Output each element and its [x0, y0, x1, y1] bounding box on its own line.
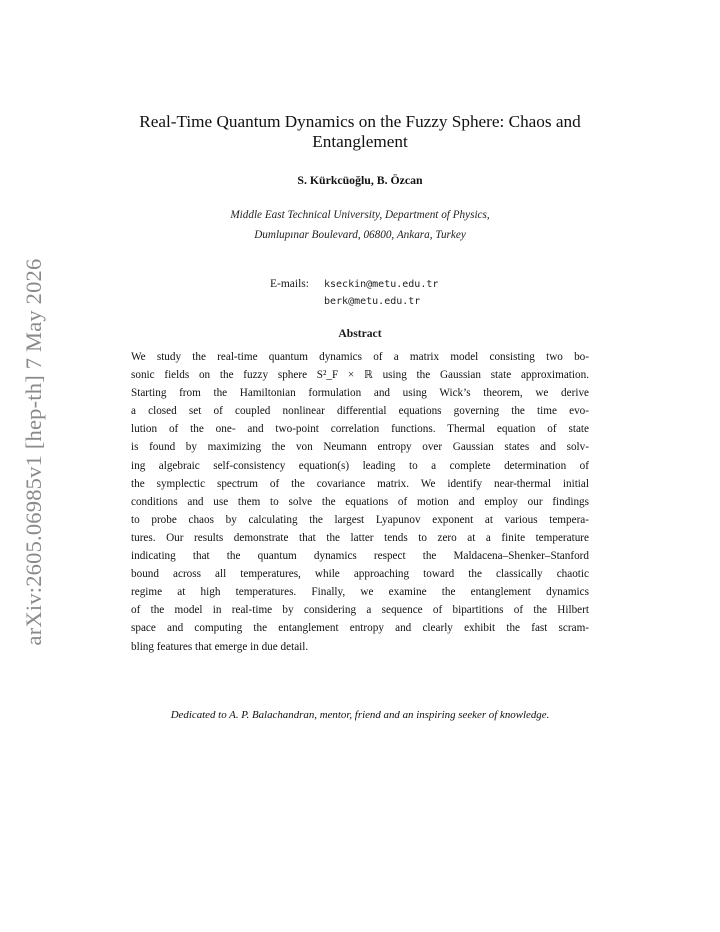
dedication: Dedicated to A. P. Balachandran, mentor, friend and an inspiring seeker of knowledge. [170, 709, 550, 721]
abstract-line: ing algebraic self-consistency equation(s) leading to a complete determination of [131, 459, 589, 472]
abstract-line: bling features that emerge in due detail. [131, 640, 309, 653]
abstract-line: sonic fields on the fuzzy sphere S²_F × ℝ using the Gaussian state approximation. [131, 369, 589, 382]
abstract-line: of the model in real-time by considering a sequence of bipartitions of the Hilbert [131, 604, 589, 617]
abstract-line: space and computing the entanglement entropy and clearly exhibit the fast scram- [131, 622, 589, 635]
abstract-line: lution of the one- and two-point correlation functions. Thermal equation of state [131, 423, 589, 436]
email-row-2 [270, 296, 530, 314]
abstract-line: Starting from the Hamiltonian formulation and using Wick’s theorem, we derive [131, 387, 589, 400]
abstract-line: We study the real-time quantum dynamics of a matrix model consisting two bo- [131, 351, 589, 363]
arxiv-identifier-text: arXiv:2605.06985v1 [hep-th] 7 May 2026 [21, 258, 46, 646]
abstract-line: a closed set of coupled nonlinear differential equations governing the time evo- [131, 405, 589, 418]
arxiv-identifier-stamp [12, 260, 56, 644]
contact-emails [270, 278, 530, 314]
paper-title: Real-Time Quantum Dynamics on the Fuzzy Sphere: Chaos and Entanglement [139, 112, 581, 151]
abstract-line: conditions and use them to solve the equations of motion and employ our findings [131, 495, 589, 508]
abstract-body [131, 348, 589, 656]
emails-label: E-mails: [270, 278, 309, 290]
abstract-line: tures. Our results demonstrate that the latter tends to zero at a finite temperature [131, 531, 589, 544]
abstract-line: regime at high temperatures. Finally, we examine the entanglement dynamics [131, 586, 589, 599]
email-row-1 [270, 278, 530, 296]
abstract-line: the symplectic spectrum of the covariance matrix. We identify near-thermal initial [131, 477, 589, 490]
paper-authors: S. Kürkcüoğlu, B. Özcan [297, 173, 423, 187]
abstract-heading: Abstract [338, 327, 382, 340]
abstract-line: is found by maximizing the von Neumann entropy over Gaussian states and solv- [131, 441, 589, 454]
author-affiliation [110, 205, 610, 245]
email-address[interactable]: kseckin@metu.edu.tr [324, 279, 439, 290]
abstract-line: to probe chaos by calculating the largest Lyapunov exponent at various tempera- [131, 513, 589, 526]
abstract-line: bound across all temperatures, while approaching toward the classically chaotic [131, 568, 589, 581]
email-address[interactable]: berk@metu.edu.tr [324, 296, 421, 307]
affiliation-line-1: Middle East Technical University, Department of Physics, [230, 209, 490, 221]
affiliation-line-2: Dumlupınar Boulevard, 06800, Ankara, Turkey [254, 229, 466, 241]
abstract-line: indicating that the quantum dynamics respect the Maldacena–Shenker–Stanford [131, 550, 589, 563]
